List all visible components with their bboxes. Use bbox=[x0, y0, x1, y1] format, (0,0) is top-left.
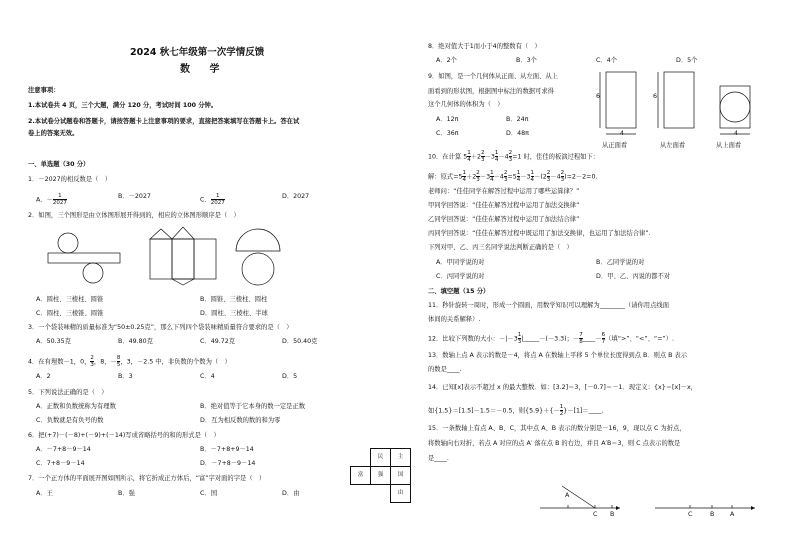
q9-view-front: 从正面看 bbox=[602, 142, 628, 149]
q1-option-c: C． $\frac{1}{2027}$ bbox=[200, 193, 225, 206]
q10-option-a: A．甲同学说的对 bbox=[436, 259, 485, 266]
q3-stem: 3．一个袋装味精的质量标准为“50±0.25克”，那么下列四个袋装味精质量符合要求的是（ ） bbox=[28, 324, 293, 331]
q15-label-b-1: B bbox=[610, 511, 615, 518]
q7-stem: 7．一个正方体的平面展开图如图所示，将它折成正方体后，“富”字对面的字是（ ） bbox=[28, 475, 266, 482]
q4-option-c: C．4 bbox=[200, 373, 215, 380]
q8-option-b: B．3个 bbox=[516, 57, 537, 64]
q13-stem-1: 13．数轴上点 A 表示的数是－4，将点 A 在数轴上平移 5 个单位长度得到点 B．则点 B 表示 bbox=[428, 352, 688, 359]
q9-dim-4-front: 4 bbox=[620, 130, 625, 137]
q4-option-b: B．3 bbox=[118, 373, 133, 380]
note-2-cont: 卷上的答案无效。 bbox=[28, 130, 79, 137]
q4-option-d: D．5 bbox=[282, 373, 298, 380]
q7-option-a: A．王 bbox=[36, 490, 53, 497]
exam-title: 2024 秋七年级第一次学情反馈 bbox=[130, 47, 265, 58]
q15-number-line-figure bbox=[540, 478, 760, 528]
note-1: 1.本试卷共 4 页，三个大题，满分 120 分，考试时间 100 分钟。 bbox=[28, 102, 218, 109]
q15-stem-1: 15．一条数轴上有点 A、B、C，其中点 A、B 表示的数分别是－16，9，现以点 C 为折点， bbox=[428, 425, 686, 432]
q1-option-a: A．－ $\frac{1}{2027}$ bbox=[36, 193, 67, 206]
q6-stem: 6．把(+7)－(－8)+(－9)+(－14)写成省略括号的和的形式是（ ） bbox=[28, 432, 220, 439]
q4-option-a: A．2 bbox=[36, 373, 51, 380]
q10-option-c: C．丙同学说的对 bbox=[436, 273, 485, 280]
q4-stem: 4．在有理数－1，0， $\frac{2}{3}$ ，8，－ $\frac{8}{5}$ ，3，－2.5 中，非负数的个数为（ ） bbox=[28, 355, 231, 368]
q1-option-b: B．－2027 bbox=[118, 193, 151, 200]
q15-label-a-2: A bbox=[730, 511, 735, 518]
subject-title: 数 学 bbox=[180, 64, 228, 75]
q9-option-c: C．36π bbox=[436, 130, 459, 137]
q2-nets-figure bbox=[28, 225, 398, 285]
q9-stem-1: 9．如图，是一个几何体从正面、从左面、从上 bbox=[428, 73, 558, 80]
q15-label-c-2: C bbox=[688, 511, 693, 518]
q8-option-d: D．5个 bbox=[676, 57, 698, 64]
q10-line-4: 丙同学回答说：“佳佳在解答过程中既运用了加法交换律，也运用了加法结合律”. bbox=[428, 230, 651, 237]
q12-stem: 12．比较下列数的大小：－|－3 $\frac{1}{3}$ |_____－(－3.3)；－ $\frac{7}{8}$ ____－ $\frac{6}{7}$ （填“>”、“<”、“=”）. bbox=[428, 332, 674, 345]
q3-option-d: D．50.40克 bbox=[282, 338, 318, 345]
cylinder-net bbox=[48, 233, 120, 283]
section-2-heading: 二、填空题（15 分） bbox=[428, 288, 490, 295]
q2-stem: 2．如图，三个图形是由立体图形展开得到的，相应的立体图形顺序是（ ） bbox=[28, 212, 240, 219]
left-column bbox=[28, 0, 404, 549]
q14-stem-1: 14．已知[x]表示不超过 x 的最大整数．如：[3.2]＝3，[－0.7]＝－1．现定义：{x}＝[x]－x， bbox=[428, 384, 697, 391]
q6-option-b: B．－7+8+9－14 bbox=[200, 446, 254, 453]
q5-option-c: C．负数就是有负号的数 bbox=[36, 417, 104, 424]
q6-option-a: A．－7+8－9－14 bbox=[36, 446, 91, 453]
q10-option-b: B．乙同学说的对 bbox=[596, 259, 645, 266]
q9-stem-3: 这个几何体的体积为（ ） bbox=[428, 101, 504, 108]
q5-option-d: D．互为相反数的数的和为零 bbox=[200, 417, 281, 424]
q2-option-c: C．圆柱、三棱锥、圆锥 bbox=[36, 310, 104, 317]
q10-solution: 解：原式=5 $\frac{1}{4}$ ＋2 $\frac{2}{3}$ －3 $\frac{1}{4}$ －4 $\frac{2}{3}$ =5 $\frac{1}{4}$ －3 $\frac{1}{4}$ －(2 $\frac{2}{3}$ －4 $\frac{2}{3}$ )=2－2=0. bbox=[428, 170, 598, 183]
q6-option-c: C．7+8－9－14 bbox=[36, 460, 85, 467]
q9-option-d: D．48π bbox=[506, 130, 529, 137]
q7-option-b: B．强 bbox=[118, 490, 135, 497]
net-cell-2: 主 bbox=[390, 448, 411, 467]
q2-option-a: A．圆柱、三棱柱、圆锥 bbox=[36, 296, 104, 303]
q2-option-d: D．圆柱、三棱柱、半球 bbox=[200, 310, 268, 317]
q10-line-2: 甲同学回答说：“佳佳在解答过程中运用了加法交换律” bbox=[428, 202, 580, 209]
q11-stem-2: 体间的关系解释）. bbox=[428, 316, 481, 323]
q8-stem: 8．绝对值大于1而小于4的整数有（ ） bbox=[428, 43, 541, 50]
q14-stem-2: 如{1.5}＝[1.5]－1.5＝－0.5，则{5.9}＋{－ $\frac{1}{2}$ }－[1]＝____. bbox=[428, 404, 604, 417]
q13-stem-2: 的数是____. bbox=[428, 366, 462, 373]
cube-net-figure bbox=[350, 448, 410, 518]
q9-dim-6-left: 6 bbox=[653, 93, 658, 100]
q10-line-1: 老师问：“佳佳同学在解答过程中运用了哪些运算律？” bbox=[428, 188, 580, 195]
q7-option-d: D．由 bbox=[282, 490, 300, 497]
net-cell-5: 国 bbox=[390, 466, 411, 485]
q6-option-d: D．－7+8－9－14 bbox=[200, 460, 256, 467]
q15-label-a-top: A bbox=[565, 492, 570, 499]
q9-stem-2: 面看到的形状图，根据图中标注的数据可求得 bbox=[428, 88, 554, 95]
q10-option-d: D．甲、乙、丙说的都不对 bbox=[596, 273, 671, 280]
q5-option-a: A．正数和负数统称为有理数 bbox=[36, 403, 116, 410]
q3-option-c: C．49.72克 bbox=[200, 338, 236, 345]
q10-stem: 10．在计算 5 $\frac{1}{4}$ ＋2 $\frac{2}{3}$ －3 $\frac{1}{4}$ －4 $\frac{2}{3}$ =1 时，佳佳的板演过程如下： bbox=[428, 150, 600, 163]
q1-stem: 1．－2027的相反数是（ ） bbox=[28, 176, 112, 183]
q3-option-a: A．50.35克 bbox=[36, 338, 71, 345]
q9-view-left: 从左面看 bbox=[660, 142, 686, 149]
q9-dim-4-top: 4 bbox=[734, 130, 739, 137]
net-cell-1: 民 bbox=[370, 448, 391, 467]
notes-heading: 注意事项： bbox=[28, 87, 60, 94]
q15-label-c-1: C bbox=[593, 511, 598, 518]
q2-option-b: B．圆锥、三棱柱、圆柱 bbox=[200, 296, 268, 303]
q9-option-b: B．24π bbox=[506, 116, 529, 123]
q10-line-5: 下列对甲、乙、丙三名同学说法判断正确的是（ ） bbox=[428, 244, 573, 251]
q3-option-b: B．49.80克 bbox=[118, 338, 153, 345]
q15-label-b-2: B bbox=[710, 511, 715, 518]
q5-option-b: B．绝对值等于它本身的数一定是正数 bbox=[200, 403, 306, 410]
q9-option-a: A．12π bbox=[436, 116, 459, 123]
q1-option-d: D．2027 bbox=[282, 193, 310, 200]
q9-dim-6-front: 6 bbox=[596, 93, 601, 100]
q7-option-c: C．国 bbox=[200, 490, 217, 497]
q5-stem: 5．下列说法正确的是（ ） bbox=[28, 389, 108, 396]
net-cell-6: 由 bbox=[390, 484, 411, 503]
hemisphere-net bbox=[236, 229, 280, 285]
q8-option-a: A．2个 bbox=[436, 57, 457, 64]
q15-stem-3: 是____. bbox=[428, 455, 449, 462]
net-cell-3: 富 bbox=[350, 466, 371, 485]
q8-option-c: C．4个 bbox=[596, 57, 617, 64]
q15-stem-2: 将数轴向右对折，若点 A 对应的点 A′ 落在点 B 的右边，并且 A′B＝3，则 C 点表示的数是 bbox=[428, 440, 681, 447]
section-1-heading: 一、单选题（30 分） bbox=[28, 161, 90, 168]
net-cell-4: 强 bbox=[370, 466, 391, 485]
prism-net bbox=[150, 227, 216, 285]
q11-stem-1: 11．秒针旋转一周时，形成一个圆面，用数学知识可以理解为________（请你用点线面 bbox=[428, 302, 669, 309]
q9-view-top: 从上面看 bbox=[716, 142, 742, 149]
note-2: 2.本试卷分试题卷和答题卡，请按答题卡上注意事项的要求，直接把答案填写在答题卡上。答在试 bbox=[28, 118, 300, 125]
q10-line-3: 乙同学回答说：“佳佳在解答过程中运用了加法结合律” bbox=[428, 216, 580, 223]
right-column bbox=[420, 0, 775, 549]
